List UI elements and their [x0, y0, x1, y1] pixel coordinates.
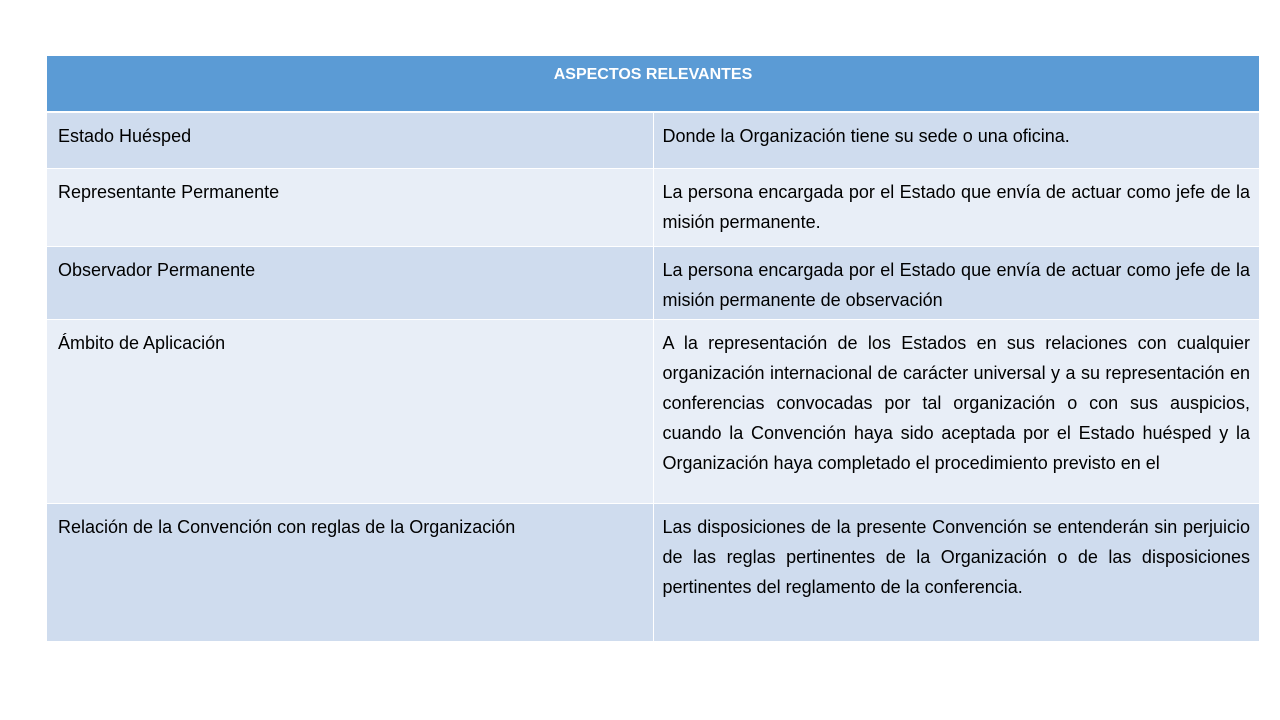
table-row [47, 246, 1259, 319]
term-cell: Observador Permanente [47, 246, 653, 319]
table-row [47, 168, 1259, 246]
aspects-table [47, 56, 1259, 642]
term-cell: Estado Huésped [47, 112, 653, 168]
definition-cell: A la representación de los Estados en sus relaciones con cualquier organización internacional de carácter universal y a su representación en conferencias convocadas por tal organización o con sus auspicios, cuando la Convención haya sido aceptada por el Estado huésped y la Organización haya completado el procedimiento previsto en el [653, 319, 1259, 503]
table-row [47, 503, 1259, 641]
table-row [47, 319, 1259, 503]
definition-cell: La persona encargada por el Estado que envía de actuar como jefe de la misión permanente. [653, 168, 1259, 246]
table-header-row [47, 56, 1259, 112]
table-row [47, 112, 1259, 168]
table-header: ASPECTOS RELEVANTES [47, 56, 1259, 112]
definition-cell: La persona encargada por el Estado que envía de actuar como jefe de la misión permanente de observación [653, 246, 1259, 319]
term-cell: Ámbito de Aplicación [47, 319, 653, 503]
definition-cell: Las disposiciones de la presente Convención se entenderán sin perjuicio de las reglas pertinentes de la Organización o de las disposiciones pertinentes del reglamento de la conferencia. [653, 503, 1259, 641]
term-cell: Representante Permanente [47, 168, 653, 246]
term-cell: Relación de la Convención con reglas de la Organización [47, 503, 653, 641]
definition-cell: Donde la Organización tiene su sede o una oficina. [653, 112, 1259, 168]
